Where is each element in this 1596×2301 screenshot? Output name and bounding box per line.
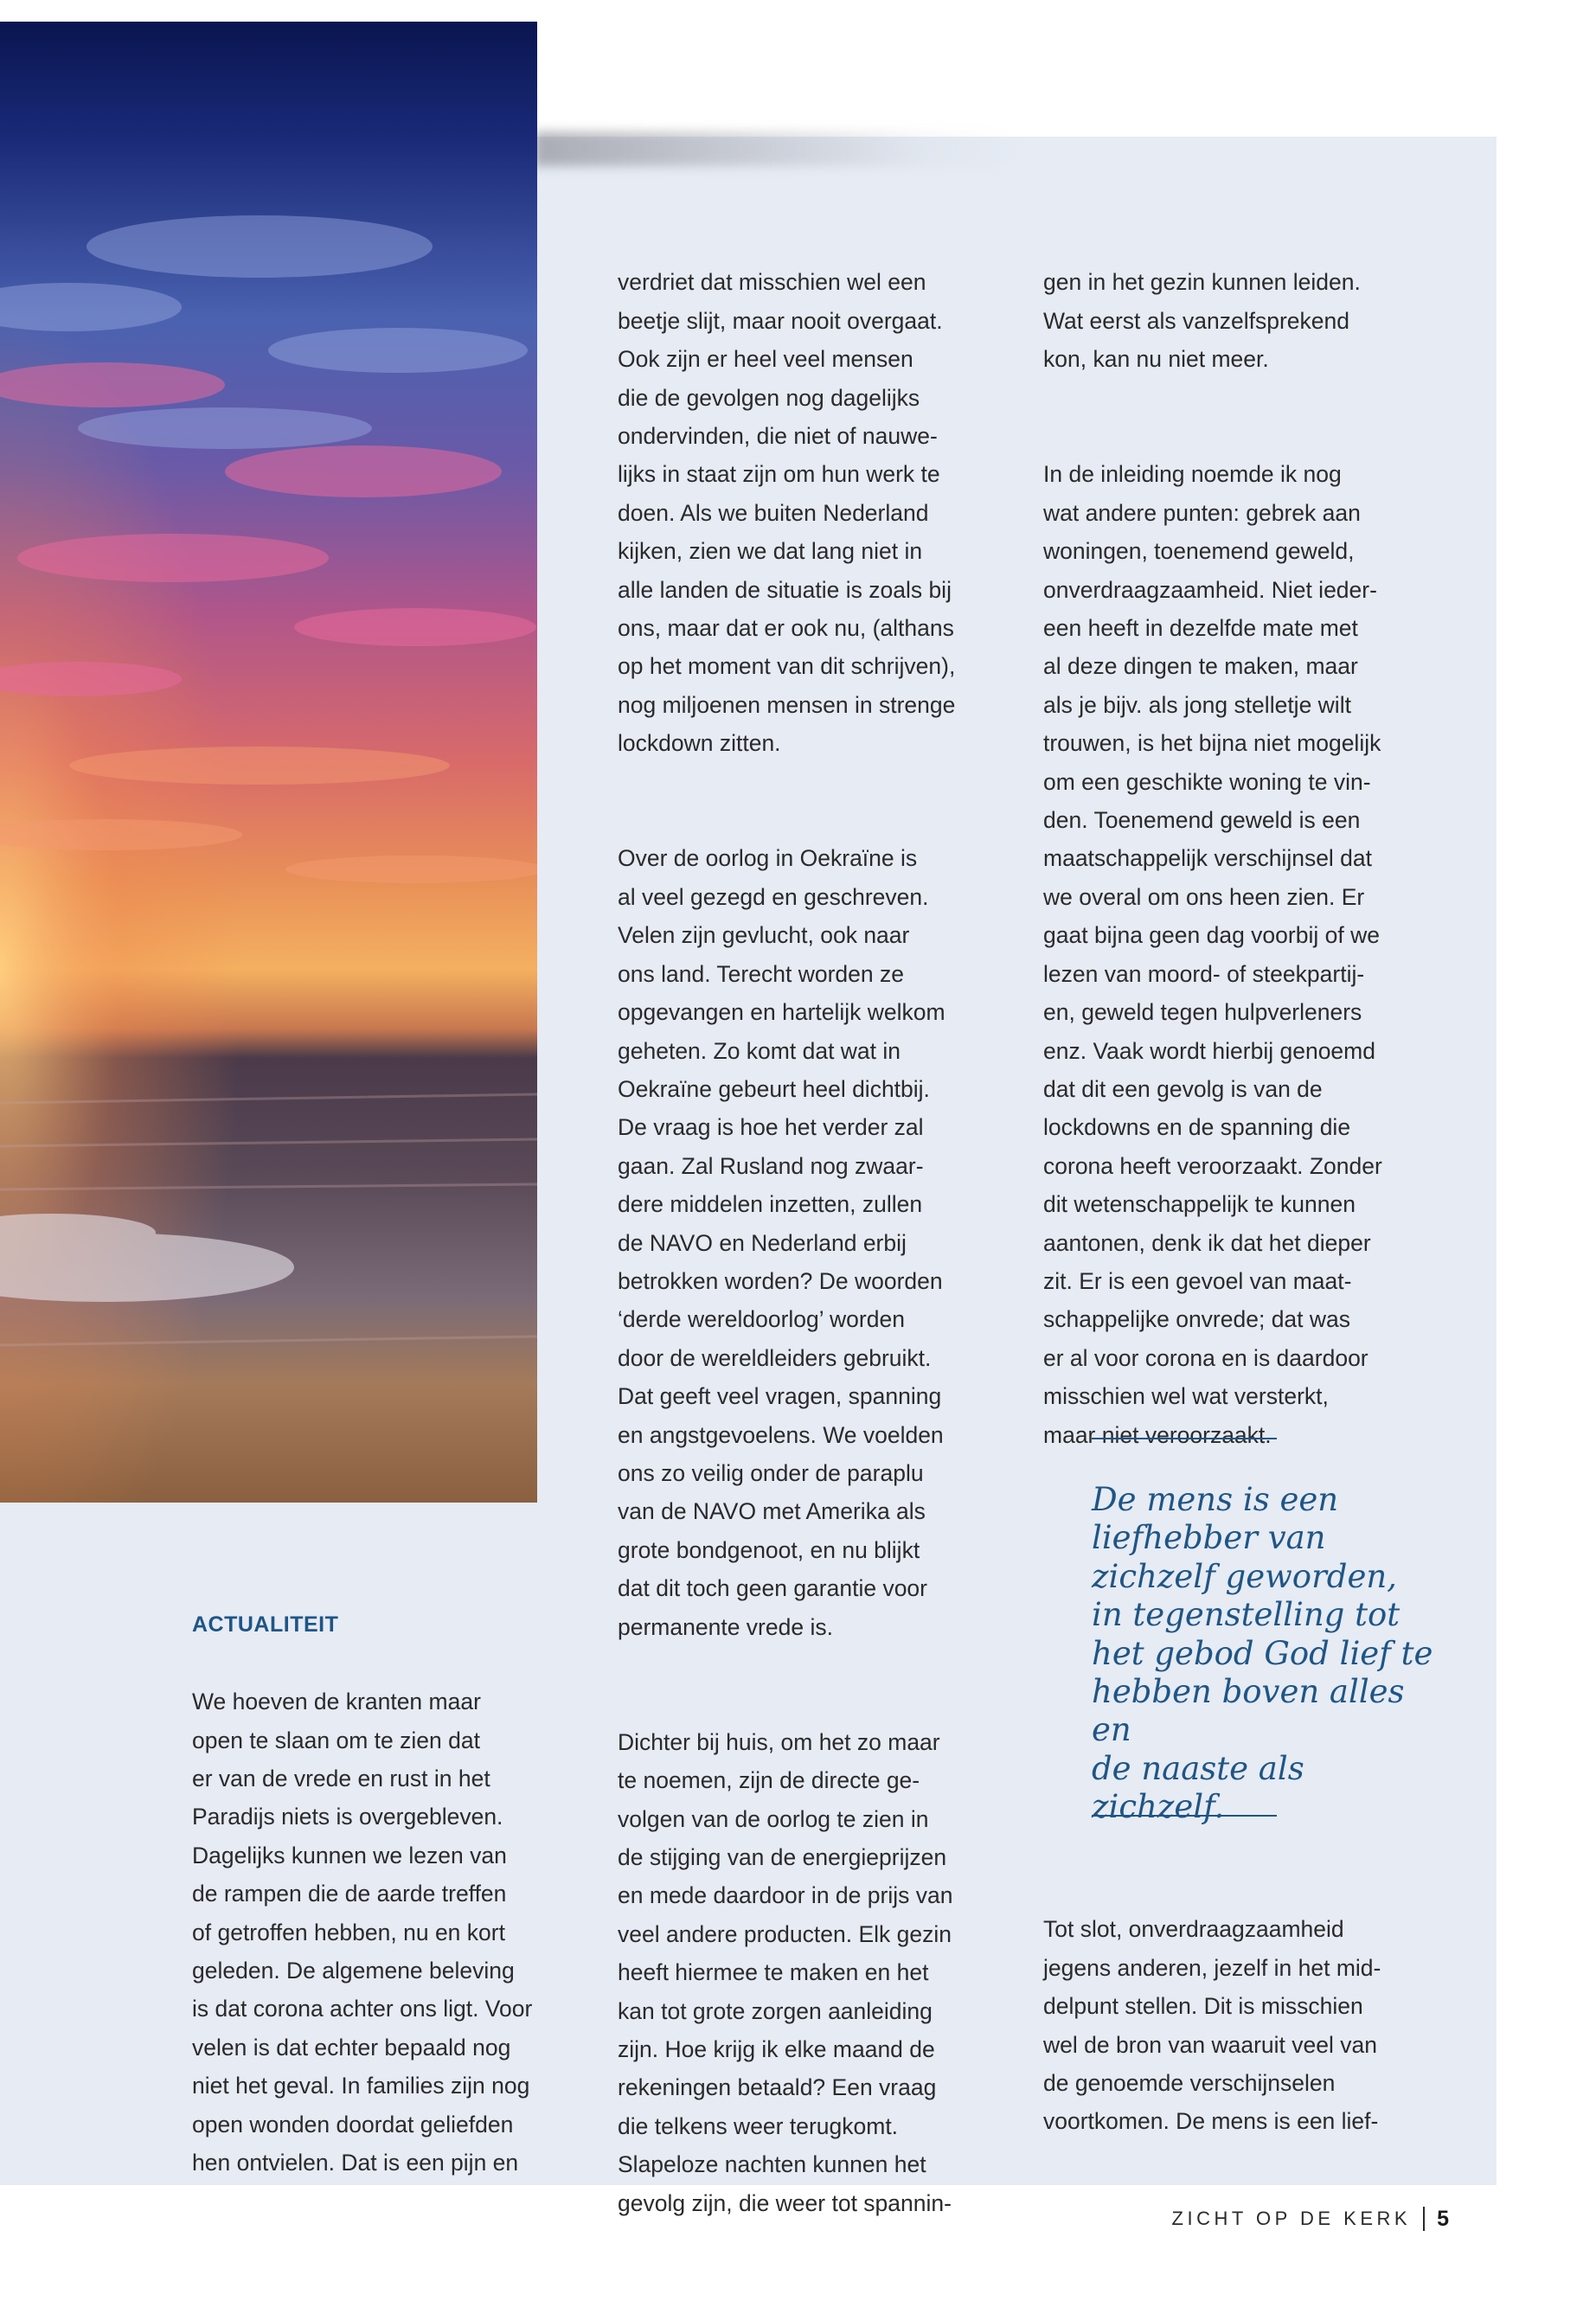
pullquote: De mens is een liefhebber van zichzelf geworden, in tegenstelling tot het gebod God lief te hebben boven alles en de naaste als zichzelf. xyxy=(1092,1481,1433,1826)
paragraph: gen in het gezin kunnen leiden. Wat eerst als vanzelfsprekend kon, kan nu niet meer. xyxy=(1043,269,1361,373)
paragraph: verdriet dat misschien wel een beetje slijt, maar nooit overgaat. Ook zijn er heel veel mensen die de gevolgen nog dagelijks ondervinden, die niet of nauwe- lijks in staat zijn om hun werk te doen. Als we buiten Nederland kijken, zien we dat lang niet in alle landen de situatie is zoals bij ons, maar dat er ook nu, (althans op het moment van dit schrijven), nog miljoenen mensen in strenge lockdown zitten. xyxy=(618,269,956,757)
paragraph: Dichter bij huis, om het zo maar te noemen, zijn de directe ge- volgen van de oorlog te zien in de stijging van de energieprijzen en mede daardoor in de prijs van veel andere producten. Elk gezin heeft hiermee te maken en het kan tot grote zorgen aanleiding zijn. Hoe krijg ik elke maand de rekeningen betaald? Een vraag die telkens weer terugkomt. Slapeloze nachten kunnen het gevolg zijn, die weer tot spannin- xyxy=(618,1728,953,2216)
article-column-1 xyxy=(192,1567,581,2221)
paragraph: We hoeven de kranten maar open te slaan om te zien dat er van de vrede en rust in het Paradijs niets is overgebleven. Dagelijks kunnen we lezen van de rampen die de aarde treffen of getroffen hebben, nu en kort geleden. De algemene beleving is dat corona achter ons ligt. Voor velen is dat echter bepaald nog niet het geval. In families zijn nog open wonden doordat geliefden hen ontvielen. Dat is een pijn en xyxy=(192,1689,533,2176)
page-number: 5 xyxy=(1437,2206,1449,2231)
footer-divider xyxy=(1423,2207,1425,2231)
section-heading-actualiteit: ACTUALITEIT xyxy=(192,1612,339,1638)
paragraph: Over de oorlog in Oekraïne is al veel gezegd en geschreven. Velen zijn gevlucht, ook naar ons land. Terecht worden ze opgevangen en hartelijk welkom geheten. Zo komt dat wat in Oekraïne gebeurt heel dichtbij. De vraag is hoe het verder zal gaan. Zal Rusland nog zwaar- dere middelen inzetten, zullen de NAVO en Nederland erbij betrokken worden? De woorden ‘derde wereldoorlog’ worden door de wereldleiders gebruikt. Dat geeft veel vragen, spanning en angstgevoelens. We voelden ons zo veilig onder de paraplu van de NAVO met Amerika als grote bondgenoot, en nu blijkt dat dit toch geen garantie voor permanente vrede is. xyxy=(618,845,945,1640)
pullquote-bottom-rule xyxy=(1092,1815,1277,1817)
pullquote-top-rule xyxy=(1092,1438,1277,1439)
sunset-sea-photo xyxy=(0,22,537,1503)
article-column-3 xyxy=(1043,225,1433,1492)
publication-title: ZICHT OP DE KERK xyxy=(1171,2208,1412,2229)
article-column-3-closing xyxy=(1043,1872,1433,2179)
paragraph: In de inleiding noemde ik nog wat andere punten: gebrek aan woningen, toenemend geweld, onverdraagzaamheid. Niet ieder- een heeft in dezelfde mate met al deze dingen te maken, maar als je bijv. als jong stelletje wilt trouwen, is het bijna niet mogelijk om een geschikte woning te vin- den. Toenemend geweld is een maatschappelijk verschijnsel dat we overal om ons heen zien. Er gaat bijna geen dag voorbij of we lezen van moord- of steekpartij- en, geweld tegen hulpverleners enz. Vaak wordt hierbij genoemd dat dit een gevolg is van de lockdowns en de spanning die corona heeft veroorzaakt. Zonder dit wetenschappelijk te kunnen aantonen, denk ik dat het dieper zit. Er is een gevoel van maat- schappelijke onvrede; dat was er al voor corona en is daardoor misschien wel wat versterkt, maar niet veroorzaakt. xyxy=(1043,461,1382,1448)
page-footer xyxy=(1172,2204,1449,2234)
panel-shadow xyxy=(535,131,1019,166)
paragraph: Tot slot, onverdraagzaamheid jegens anderen, jezelf in het mid- delpunt stellen. Dit is misschien wel de bron van waaruit veel van de genoemde verschijnselen voortkomen. De mens is een lief- xyxy=(1043,1916,1381,2135)
article-column-2 xyxy=(618,225,1007,2261)
